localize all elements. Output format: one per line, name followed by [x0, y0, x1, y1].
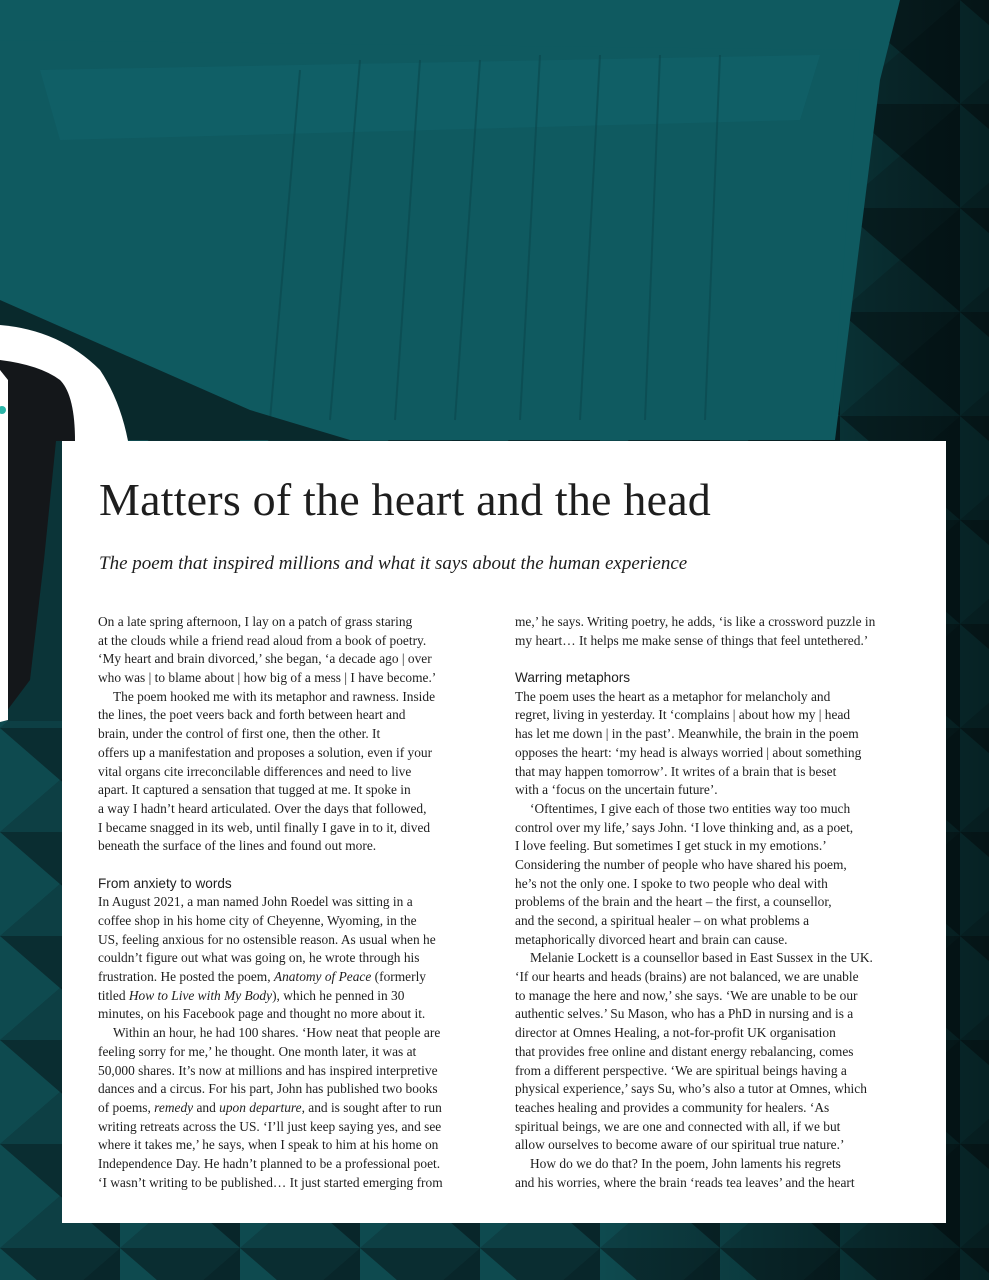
body-line: ‘My heart and brain divorced,’ she began, ‘a decade ago | over	[98, 651, 432, 667]
body-line: me,’ he says. Writing poetry, he adds, ‘is like a crossword puzzle in	[515, 614, 876, 629]
text-run: titled	[98, 987, 129, 1003]
body-line: Considering the number of people who have shared his poem,	[515, 856, 847, 872]
body-line: couldn’t figure out what was going on, he wrote through his	[98, 950, 420, 966]
section-heading: From anxiety to words	[98, 875, 232, 891]
body-line: my heart… It helps me make sense of things that feel untethered.’	[515, 632, 869, 648]
article-subtitle: The poem that inspired millions and what it says about the human experience	[99, 553, 688, 574]
left-column	[98, 613, 496, 1192]
text-run: (formerly	[371, 969, 426, 985]
body-line: writing retreats across the US. ‘I’ll just keep saying yes, and see	[98, 1118, 442, 1134]
body-line: ‘I wasn’t writing to be published… It just started emerging from	[98, 1174, 443, 1190]
body-line: ‘If our hearts and heads (brains) are not balanced, we are unable	[515, 969, 859, 985]
body-line: 50,000 shares. It’s now at millions and has inspired interpretive	[98, 1062, 438, 1078]
body-line: he’s not the only one. I spoke to two people who deal with	[515, 875, 828, 891]
body-line: In August 2021, a man named John Roedel was sitting in a	[98, 894, 413, 910]
body-line: On a late spring afternoon, I lay on a patch of grass staring	[98, 614, 413, 629]
body-line: vital organs cite irreconcilable differences and need to live	[98, 763, 412, 779]
body-line: I became snagged in its web, until finally I gave in to it, dived	[98, 819, 431, 835]
body-line: The poem hooked me with its metaphor and rawness. Inside	[113, 688, 436, 704]
body-line: that may happen tomorrow’. It writes of a brain that is beset	[515, 763, 837, 779]
body-line: physical experience,’ says Su, who’s also a tutor at Omnes, which	[515, 1081, 867, 1097]
body-line: from a different perspective. ‘We are spiritual beings having a	[515, 1062, 847, 1078]
body-line: problems of the brain and the heart – the first, a counsellor,	[515, 894, 832, 910]
body-line: a way I hadn’t heard articulated. Over the days that followed,	[98, 800, 427, 816]
body-line: ‘Oftentimes, I give each of those two entities way too much	[530, 800, 851, 816]
body-line: feeling sorry for me,’ he thought. One month later, it was at	[98, 1043, 417, 1059]
body-line	[98, 968, 496, 987]
body-line	[98, 987, 496, 1006]
text-run: ), which he penned in 30	[272, 987, 405, 1003]
body-line: authentic selves.’ Su Mason, who has a PhD in nursing and is a	[515, 1006, 854, 1022]
body-line: US, feeling anxious for no ostensible reason. As usual when he	[98, 931, 436, 947]
body-line: the lines, the poet veers back and forth between heart and	[98, 707, 406, 723]
section-heading: Warring metaphors	[515, 670, 631, 686]
text-run: , and is sought after to run	[301, 1099, 442, 1115]
body-line: who was | to blame about | how big of a mess | I have become.’	[98, 670, 437, 686]
body-line: and the second, a spiritual healer – on what problems a	[515, 913, 810, 928]
body-line: to manage the here and now,’ she says. ‘We are unable to be our	[515, 987, 858, 1003]
book-title-remedy: remedy	[154, 1099, 194, 1115]
body-line: The poem uses the heart as a metaphor for melancholy and	[515, 688, 831, 704]
body-line: that provides free online and distant energy rebalancing, comes	[515, 1043, 854, 1059]
article-title: Matters of the heart and the head	[99, 474, 712, 525]
body-line: and his worries, where the brain ‘reads tea leaves’ and the heart	[515, 1174, 855, 1190]
body-line: allow ourselves to become aware of our spiritual true nature.’	[515, 1137, 845, 1153]
text-run: of poems,	[98, 1099, 155, 1115]
poem-title-anatomy-of-peace: Anatomy of Peace	[273, 969, 372, 985]
body-line: metaphorically divorced heart and brain can cause.	[515, 931, 788, 947]
body-line: regret, living in yesterday. It ‘complains | about how my | head	[515, 707, 851, 723]
body-line: Melanie Lockett is a counsellor based in East Sussex in the UK.	[530, 950, 873, 966]
body-line: control over my life,’ says John. ‘I love thinking and, as a poet,	[515, 819, 854, 835]
body-line: opposes the heart: ‘my head is always worried | about something	[515, 744, 862, 760]
body-line: brain, under the control of first one, then the other. It	[98, 726, 381, 742]
body-line: minutes, on his Facebook page and thought no more about it.	[98, 1006, 426, 1022]
body-line: offers up a manifestation and proposes a solution, even if your	[98, 744, 433, 760]
body-line: where it takes me,’ he says, when I speak to him at his home on	[98, 1137, 439, 1153]
body-line: at the clouds while a friend read aloud from a book of poetry.	[98, 632, 427, 648]
poem-title-how-to-live: How to Live with My Body	[128, 987, 273, 1003]
body-line: beneath the surface of the lines and found out more.	[98, 838, 377, 854]
body-line: spiritual beings, we are one and connected with all, if we but	[515, 1118, 841, 1134]
body-line: with a ‘focus on the uncertain future’.	[515, 782, 718, 798]
text-run: and	[193, 1099, 220, 1115]
article-card	[62, 441, 946, 1223]
body-line: apart. It captured a sensation that tugged at me. It spoke in	[98, 782, 411, 798]
body-line: teaches healing and provides a community for healers. ‘As	[515, 1099, 830, 1115]
body-line: Independence Day. He hadn’t planned to be a professional poet.	[98, 1155, 441, 1171]
body-line: coffee shop in his home city of Cheyenne, Wyoming, in the	[98, 913, 417, 928]
body-line: has let me down | in the past’. Meanwhile, the brain in the poem	[515, 726, 859, 742]
body-line: Within an hour, he had 100 shares. ‘How neat that people are	[113, 1025, 441, 1041]
book-title-upon-departure: upon departure	[219, 1099, 302, 1115]
body-line: director at Omnes Healing, a not-for-profit UK organisation	[515, 1025, 836, 1041]
body-line: dances and a circus. For his part, John has published two books	[98, 1081, 438, 1097]
body-line: How do we do that? In the poem, John laments his regrets	[530, 1155, 841, 1171]
body-line	[98, 1099, 496, 1118]
body-line: I love feeling. But sometimes I get stuck in my emotions.’	[515, 838, 827, 854]
text-run: frustration. He posted the poem,	[98, 969, 274, 985]
right-column	[515, 613, 917, 1192]
